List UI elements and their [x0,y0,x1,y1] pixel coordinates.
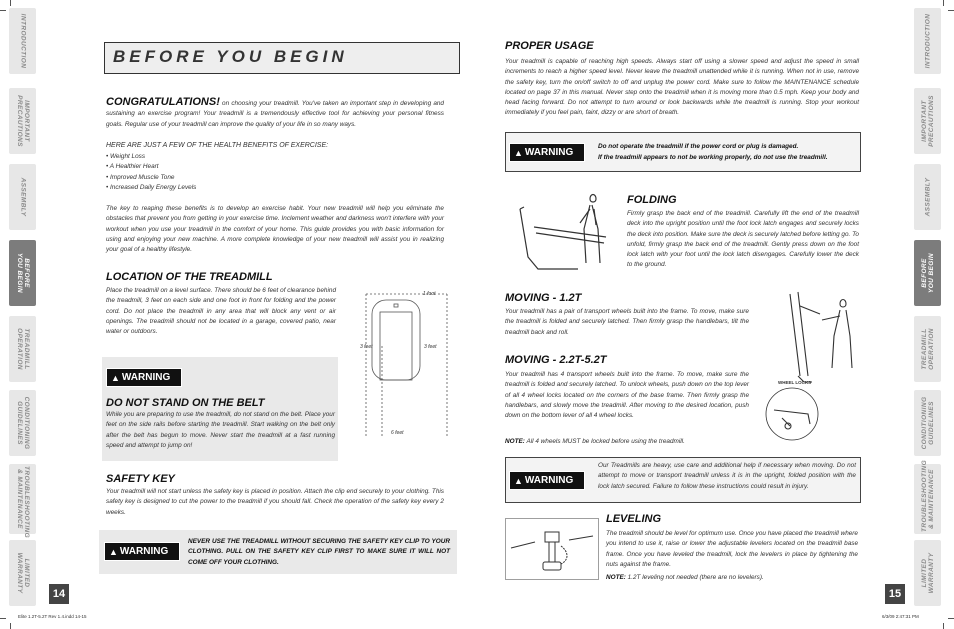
page-number-left: 14 [49,584,69,604]
tab-treadmill-operation[interactable]: TREADMILL OPERATION [9,316,36,382]
power-warning-line-1: Do not operate the treadmill if the power cord or plug is damaged. [598,143,799,150]
tab-assembly[interactable]: ASSEMBLY [914,164,941,230]
note-text: All 4 wheels MUST be locked before using the treadmill. [526,438,685,445]
folding-illustration [508,187,620,273]
folding-paragraph: Firmly grasp the back end of the treadmill. Carefully lift the end of the treadmill deck into the upright position until the foot lock latch engages and securely locks the deck into position. Make sure the deck is securely latched before letting go. To unfold, firmly grasp the back end of the treadmill. Gently press down on the foot lock latch with your foot until the lock latch disengages. Carefully lower the deck to the ground. [627,210,859,269]
footer-date: 6/3/09 2:47:31 PM [882,614,919,619]
key-paragraph: The key to reaping these benefits is to develop an exercise habit. Your new treadmill will help you eliminate the obstacles that prevent you from getting in your exercise time. Inclement weather and darkness won't interfere with your workout when you use your treadmill in the comfort of your home. This guide provides you with basic information for using and enjoying your new machine. A more complete knowledge of your new treadmill will assist you in realizing your goal of a healthy lifestyle. [106,205,444,254]
moving-2-heading: MOVING - 2.2T-5.2T [505,354,607,366]
page-title: BEFORE YOU BEGIN [113,47,348,66]
leveling-illustration [505,518,599,580]
warning-triangle-icon: ▲ [109,546,118,557]
congratulations-paragraph [106,97,444,130]
tab-important-precautions[interactable]: IMPORTANT PRECAUTIONS [9,88,36,154]
wheel-locks-label: WHEEL LOCKS [778,380,812,385]
page-title-box [104,42,460,74]
tab-limited-warranty[interactable]: LIMITED WARRANTY [914,540,941,606]
warning-badge: ▲ WARNING [509,143,585,162]
benefits-list [106,152,306,193]
moving-illustration [760,286,864,446]
tab-before-you-begin[interactable]: BEFORE YOU BEGIN [9,240,36,306]
clearance-left-label: 3 feet [360,344,373,350]
moving-1-paragraph: Your treadmill has a pair of transport wheels built into the frame. To move, make sure the treadmill is folded and securely latched. Then firmly grasp the handlebars, tilt the treadmill back and roll. [505,308,749,336]
proper-usage-heading: PROPER USAGE [505,40,594,52]
tab-troubleshooting[interactable]: TROUBLESHOOTING & MAINTENANCE [9,464,36,534]
clearance-diagram [352,286,452,446]
clearance-front-label: 1 foot [423,291,436,297]
folding-heading: FOLDING [627,194,677,206]
leveling-heading: LEVELING [606,513,662,525]
leveling-note-text: 1.2T leveling not needed (there are no levelers). [627,574,764,581]
footer-file: Elite 1.2T-5.2T Rev 1.4.indd 14-15 [18,614,87,619]
leveling-note-label: NOTE: [606,574,626,581]
leveling-note-paragraph [606,573,858,583]
benefits-heading: HERE ARE JUST A FEW OF THE HEALTH BENEFITS OF EXERCISE: [106,142,329,149]
power-warning-line-2: If the treadmill appears to not be working properly, do not use the treadmill. [598,154,828,161]
proper-usage-paragraph: Your treadmill is capable of reaching high speeds. Always start off using a slower speed and adjust the speed in small increments to reach a higher speed level. Never leave the treadmill unattended while it is running. When not in use, remove the safety key, turn the on/off switch to off and unplug the power cord. Make sure to follow the MAINTENANCE schedule located on page 37 in this manual. Never step onto the treadmill when it is moving more than 0.5 mph. Keep your body and head facing forward. Do not attempt to turn around or look backwards while the treadmill is running. Stop your workout immediately if you feel pain, faint, dizzy or are short of breath. [505,58,859,117]
tab-assembly[interactable]: ASSEMBLY [9,164,36,230]
list-item: • Improved Muscle Tone [106,173,175,181]
leveling-paragraph: The treadmill should be level for optimum use. Once you have placed the treadmill where you intend to use it, raise or lower the adjustable levelers located on the treadmill base frame. Once you have leveled the treadmill, lock the levelers in place by tightening the nuts against the frame. [606,530,858,568]
tab-conditioning-guidelines[interactable]: CONDITIONING GUIDELINES [914,390,941,456]
location-heading: LOCATION OF THE TREADMILL [106,271,273,283]
tab-treadmill-operation[interactable]: TREADMILL OPERATION [914,316,941,382]
clearance-back-label: 6 feet [391,430,404,436]
tab-introduction[interactable]: INTRODUCTION [914,8,941,74]
congratulations-heading: CONGRATULATIONS! [106,96,220,108]
tab-troubleshooting[interactable]: TROUBLESHOOTING & MAINTENANCE [914,464,941,534]
list-item: • Weight Loss [106,153,146,160]
safety-key-paragraph: Your treadmill will not start unless the safety key is placed in position. Attach the clip end securely to your clothing. This safety key is designed to cut the power to the treadmill if you should fall. Check the operation of the safety key every 2 weeks. [106,488,444,516]
safety-key-heading: SAFETY KEY [106,473,175,485]
tab-introduction[interactable]: INTRODUCTION [9,8,36,74]
moving-1-heading: MOVING - 1.2T [505,292,582,304]
tab-important-precautions[interactable]: IMPORTANT PRECAUTIONS [914,88,941,154]
belt-paragraph: While you are preparing to use the treadmill, do not stand on the belt. Place your feet on the side rails before starting the treadmill. Start walking on the belt only after the belt has begun to move. Never start the treadmill at a fast running speed and attempt to jump on! [106,411,335,449]
warning-triangle-icon: ▲ [514,475,523,486]
congratulations-text: on choosing your treadmill. You've taken an important step in developing and sustaining an exercise program! Your treadmill is a tremendously effective tool for achieving your personal fitness goals. Regular use of your treadmill can improve the quality of your life in so many ways. [106,100,444,128]
tab-limited-warranty[interactable]: LIMITED WARRANTY [9,540,36,606]
warning-triangle-icon: ▲ [514,147,523,158]
tab-before-you-begin[interactable]: BEFORE YOU BEGIN [914,240,941,306]
warning-badge: ▲ WARNING [104,542,180,561]
note-label: NOTE: [505,438,525,445]
page-number-right: 15 [885,584,905,604]
moving-2-paragraph: Your treadmill has 4 transport wheels built into the frame. To move, make sure the treadmill is folded and securely latched. To unlock wheels, push down on the top lever of all 4 wheel locks located on the corners of the base frame. Then firmly grasp the handlebars, and slowly move the treadmill. After moving to the desired location, push down on the bottom lever of all 4 wheel locks. [505,371,749,420]
heavy-warning-text: Our Treadmills are heavy, use care and additional help if necessary when moving. Do not attempt to move or transport treadmill unless it is in the upright, folded position with the lock latch secured. Failure to follow these instructions could result in injury. [598,462,856,490]
warning-badge: ▲ WARNING [106,368,182,387]
belt-heading: DO NOT STAND ON THE BELT [106,397,265,409]
location-paragraph: Place the treadmill on a level surface. There should be 6 feet of clearance behind the treadmill, 3 feet on each side and one foot in front for folding and the power cord. Do not place the treadmill in any area that will block any vent or air openings. The treadmill should not be located in a garage, covered patio, near water or outdoors. [106,287,336,336]
warning-badge: ▲ WARNING [509,471,585,490]
safety-warning-text: NEVER USE THE TREADMILL WITHOUT SECURING THE SAFETY KEY CLIP TO YOUR CLOTHING. PULL ON THE SAFETY KEY CLIP FIRST TO MAKE SURE IT WILL NOT COME OFF YOUR CLOTHING. [188,538,450,566]
note-paragraph [505,437,755,447]
tab-conditioning-guidelines[interactable]: CONDITIONING GUIDELINES [9,390,36,456]
list-item: • Increased Daily Energy Levels [106,183,197,191]
clearance-right-label: 3 feet [424,344,437,350]
list-item: • A Healthier Heart [106,163,159,171]
warning-triangle-icon: ▲ [111,372,120,383]
